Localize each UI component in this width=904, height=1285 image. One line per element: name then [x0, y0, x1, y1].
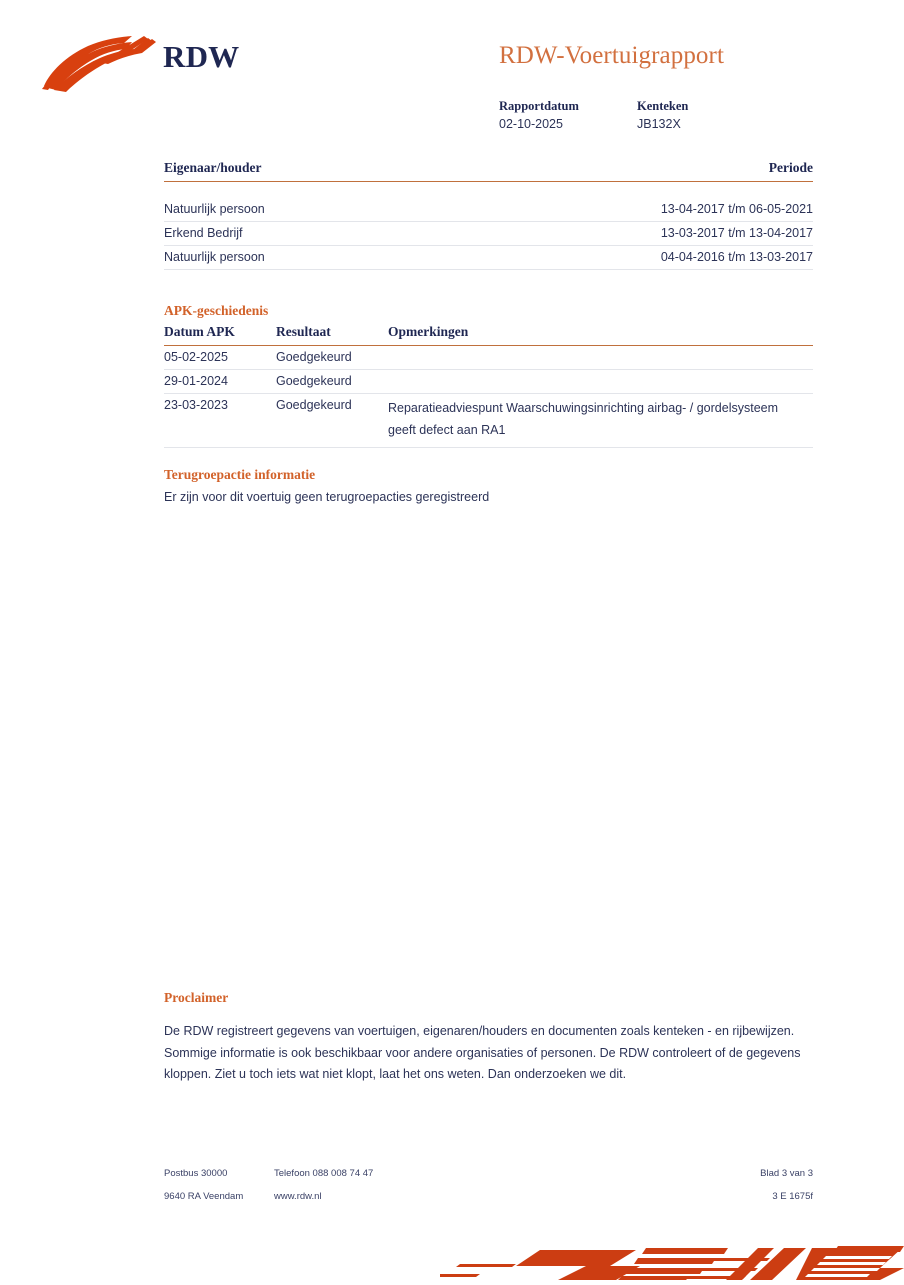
proclaimer-section-title: Proclaimer	[164, 990, 229, 1005]
owner-period: 04-04-2016 t/m 13-03-2017	[489, 246, 814, 270]
recall-section-text: Er zijn voor dit voertuig geen terugroepacties geregistreerd	[164, 490, 490, 504]
owner-period: 13-03-2017 t/m 13-04-2017	[489, 222, 814, 246]
owner-holder: Erkend Bedrijf	[164, 222, 489, 246]
apk-date: 29-01-2024	[164, 370, 276, 394]
apk-col-date: Datum APK	[164, 324, 276, 346]
proclaimer-section	[164, 990, 813, 1086]
table-row	[164, 394, 813, 448]
apk-result: Goedgekeurd	[276, 370, 388, 394]
apk-section-title: APK-geschiedenis	[164, 303, 269, 318]
apk-date: 23-03-2023	[164, 394, 276, 448]
footer-phone: Telefoon 088 008 74 47	[274, 1168, 374, 1179]
footer-city: 9640 RA Veendam	[164, 1191, 244, 1202]
footer-postbus: Postbus 30000	[164, 1168, 228, 1179]
apk-col-notes: Opmerkingen	[388, 324, 813, 346]
footer-website[interactable]: www.rdw.nl	[274, 1191, 322, 1202]
owner-section-header	[164, 160, 813, 182]
speed-stripes-decoration-icon	[440, 1218, 904, 1280]
report-meta-labels	[499, 98, 829, 115]
owner-holder: Natuurlijk persoon	[164, 198, 489, 222]
plate-value: JB132X	[637, 117, 681, 131]
owner-section	[164, 160, 813, 270]
report-meta	[499, 98, 829, 134]
plate-label: Kenteken	[637, 99, 689, 113]
table-row	[164, 198, 813, 222]
footer-row-top	[164, 1168, 813, 1191]
owner-period: 13-04-2017 t/m 06-05-2021	[489, 198, 814, 222]
apk-notes: Reparatieadviespunt Waarschuwingsinrichting airbag- / gordelsysteem geeft defect aan RA1	[388, 394, 813, 448]
page-footer	[164, 1168, 813, 1214]
report-date-value: 02-10-2025	[499, 117, 563, 131]
table-row	[164, 246, 813, 270]
apk-date: 05-02-2025	[164, 346, 276, 370]
owner-section-title: Eigenaar/houder	[164, 160, 262, 175]
apk-result: Goedgekeurd	[276, 346, 388, 370]
apk-notes	[388, 370, 813, 394]
page-title: RDW-Voertuigrapport	[499, 42, 725, 69]
rdw-wordmark: RDW	[163, 39, 240, 74]
report-date-label: Rapportdatum	[499, 99, 579, 113]
apk-notes	[388, 346, 813, 370]
table-row	[164, 222, 813, 246]
owner-table	[164, 198, 813, 270]
footer-page-label: Blad 3 van 3	[760, 1168, 813, 1179]
apk-table-header-row	[164, 324, 813, 346]
report-meta-values	[499, 115, 829, 134]
owner-holder: Natuurlijk persoon	[164, 246, 489, 270]
recall-section-title: Terugroepactie informatie	[164, 467, 316, 482]
table-row	[164, 370, 813, 394]
proclaimer-section-text: De RDW registreert gegevens van voertuigen, eigenaren/houders en documenten zoals kenteken - en rijbewijzen. Sommige informatie is ook beschikbaar voor andere organisaties of personen. De RDW controleert of de gegevens kloppen. Ziet u toch iets wat niet klopt, laat het ons weten. Dan onderzoeken we dit.	[164, 1024, 801, 1081]
apk-result: Goedgekeurd	[276, 394, 388, 448]
apk-table	[164, 324, 813, 448]
apk-section	[164, 303, 813, 448]
apk-col-result: Resultaat	[276, 324, 388, 346]
footer-form-code: 3 E 1675f	[772, 1191, 813, 1202]
owner-period-header: Periode	[768, 160, 813, 175]
recall-section	[164, 467, 813, 509]
footer-row-bottom	[164, 1191, 813, 1214]
table-row	[164, 346, 813, 370]
rdw-feather-logo-icon	[40, 32, 160, 94]
